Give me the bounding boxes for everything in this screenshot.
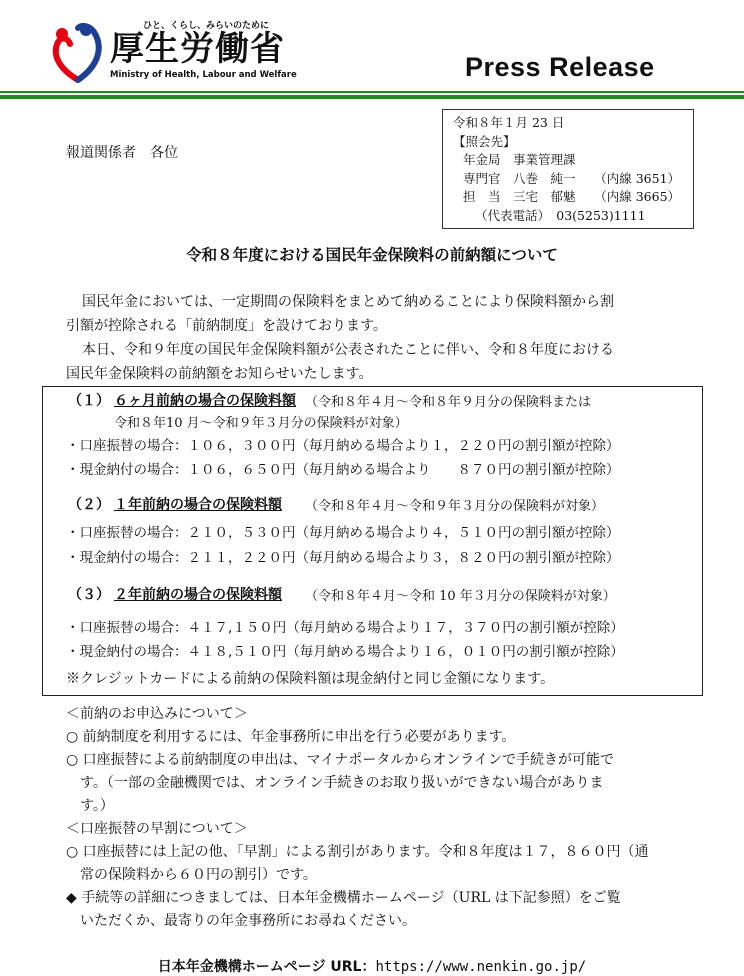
credit-card-note: ※クレジットカードによる前納の保険料額は現金納付と同じ金額になります。 [66,671,555,687]
contact-person-2: 担 当 三宅 郁魅 （内線 3665） [463,189,681,204]
section-period: （令和８年４月～令和８年９月分の保険料または [305,395,592,410]
mhlw-emblem-icon [48,18,112,84]
page-title: 令和８年度における国民年金保険料の前納額について [186,246,558,264]
contact-phone: （代表電話） 03(5253)1111 [475,207,646,223]
notes-heading: ＜口座振替の早割について＞ [66,821,248,837]
premium-row: ・現金納付の場合：２１１，２２０円（毎月納める場合より３，８２０円の割引額が控除） [66,550,620,566]
intro-line: 本日、令和９年度の国民年金保険料額が公表されたことに伴い、令和８年度における [82,342,614,358]
press-release-label: Press Release [465,52,655,82]
section-heading: ６ヶ月前納の場合の保険料額 [114,393,296,409]
intro-line: 国民年金保険料の前納額をお知らせいたします。 [66,366,373,382]
note-item: ○ 口座振替には上記の他、「早割」による割引があります。令和８年度は１７，８６０円（通 [66,844,649,860]
note-item: 常の保険料から６０円の割引）です。 [66,867,317,883]
green-rule [0,91,744,93]
note-item: ◆ 手続等の詳細につきましては、日本年金機構ホームページ（URL は下記参照）をご覧 [66,890,621,906]
contact-person-1: 専門官 八巻 純一 （内線 3651） [463,170,681,186]
note-item: す。（一部の金融機関では、オンライン手続きのお取り扱いができない場合がありま [66,775,604,791]
mhlw-logo [48,18,297,84]
note-item: いただくか、最寄りの年金事務所にお尋ねください。 [66,913,416,929]
logo-english: Ministry of Health, Labour and Welfare [110,70,297,80]
note-item: ○ 前納制度を利用するには、年金事務所に申出を行う必要があります。 [66,729,516,745]
premium-row: ・口座振替の場合：１０６，３００円（毎月納める場合より１，２２０円の割引額が控除） [66,438,620,454]
contact-department: 年金局 事業管理課 [463,152,576,167]
notes-heading: ＜前納のお申込みについて＞ [66,706,248,722]
addressee: 報道関係者 各位 [66,145,178,161]
section-period: （令和８年４月～令和 10 年３月分の保険料が対象） [305,589,616,604]
footer-url-line [0,956,744,976]
section-number: （３） [68,587,110,603]
premium-row: ・現金納付の場合：４１８,５１０円（毎月納める場合より１６，０１０円の割引額が控除） [66,644,624,660]
contact-label: 【照会先】 [453,133,516,149]
section-number: （２） [68,497,110,513]
premium-row: ・現金納付の場合：１０６，６５０円（毎月納める場合より ８７０円の割引額が控除） [66,462,620,478]
note-item: ○ 口座振替による前納制度の申出は、マイナポータルからオンラインで手続きが可能で [66,752,614,768]
logo-tagline: ひと、くらし、みらいのために [143,21,270,31]
note-item: す。） [66,798,114,814]
release-date: 令和８年１月 23 日 [453,115,565,130]
section-heading: ２年前納の場合の保険料額 [114,587,282,603]
premium-row: ・口座振替の場合：２１０，５３０円（毎月納める場合より４，５１０円の割引額が控除） [66,525,620,541]
section-period: 令和８年10 月～令和９年３月分の保険料が対象） [114,416,408,431]
contact-box [442,109,694,229]
nenkin-homepage-link[interactable]: https://www.nenkin.go.jp/ [375,959,587,975]
green-rule-thick [0,95,744,99]
premium-row: ・口座振替の場合：４１７,１５０円（毎月納める場合より１７，３７０円の割引額が控除） [66,620,624,636]
footer-url-label: 日本年金機構ホームページ URL： [157,959,376,975]
section-heading: １年前納の場合の保険料額 [114,497,282,513]
intro-line: 国民年金においては、一定期間の保険料をまとめて納めることにより保険料額から割 [82,294,614,310]
intro-line: 引額が控除される「前納制度」を設けております。 [66,318,387,334]
section-period: （令和８年４月～令和９年３月分の保険料が対象） [305,499,605,514]
logo-name: 厚生労働省 [110,29,285,69]
section-number: （１） [68,393,110,409]
